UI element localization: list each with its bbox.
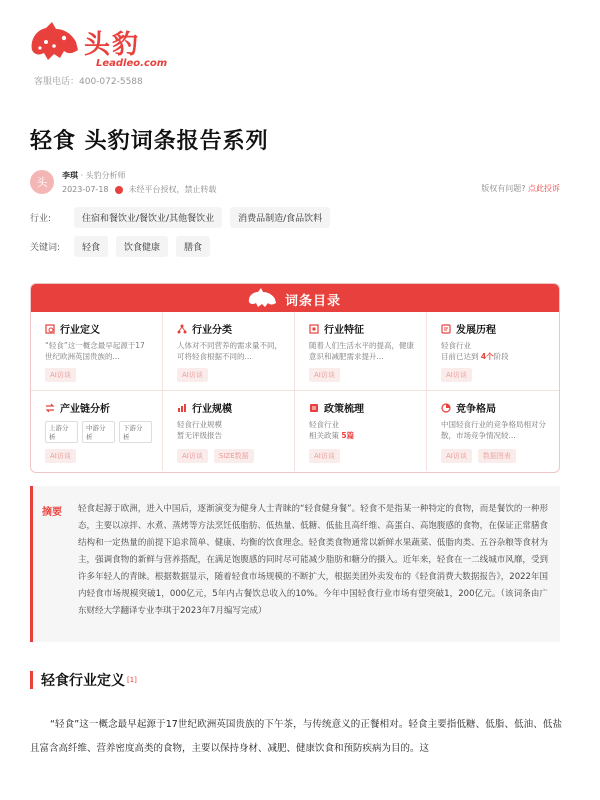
warning-icon [115, 186, 123, 194]
toc-item-definition[interactable] [31, 312, 163, 391]
data-chart-tag[interactable]: 数据图表 [478, 449, 516, 463]
ai-interview-tag[interactable]: AI访谈 [309, 368, 340, 382]
toc-desc-line: 暂无评级报告 [177, 431, 222, 440]
author-source: · 头豹分析师 [80, 171, 126, 180]
page-title: 轻食 头豹词条报告系列 [30, 129, 269, 154]
ai-interview-tag[interactable]: AI访谈 [441, 449, 472, 463]
toc-heading: 行业分类 [192, 325, 232, 336]
classification-icon [177, 324, 187, 334]
report-prefix: 版权有问题? [481, 184, 526, 193]
ai-interview-tag[interactable]: AI访谈 [441, 368, 472, 382]
toc-desc [177, 419, 284, 441]
toc-desc-line: 轻食行业规模 [177, 420, 222, 429]
footnote-ref[interactable]: [1] [127, 676, 137, 684]
toc-heading: 行业规模 [192, 404, 232, 415]
ai-interview-tag[interactable]: AI访谈 [45, 368, 76, 382]
keyword-row [30, 236, 210, 257]
toc-item-features[interactable] [295, 312, 427, 391]
keyword-tag[interactable]: 饮食健康 [116, 236, 168, 257]
author-line [62, 170, 126, 181]
summary-label: 摘要 [42, 507, 62, 518]
ai-interview-tag[interactable]: AI访谈 [309, 449, 340, 463]
toc-desc-line: 轻食行业 [309, 420, 339, 429]
toc-desc: 人体对不同营养的需求量不同，可将轻食根据不同的... [177, 341, 282, 361]
toc-desc [309, 419, 416, 441]
toc-desc-line: 轻食行业 [441, 341, 471, 350]
features-icon [309, 324, 319, 334]
size-data-tag[interactable]: SIZE数据 [214, 449, 254, 463]
toc-item-competition[interactable] [427, 391, 559, 471]
toc-title: 词条目录 [285, 294, 342, 309]
industry-row [30, 207, 330, 228]
keyword-tag[interactable]: 轻食 [74, 236, 108, 257]
upstream-tag[interactable]: 上游分析 [45, 421, 78, 443]
toc-item-chain[interactable] [31, 391, 163, 471]
author-name[interactable]: 李琪 [62, 171, 78, 180]
copyright-notice: 未经平台授权，禁止转载 [128, 185, 217, 194]
toc-desc-line: 相关政策 5篇 [309, 431, 355, 440]
keyword-label: 关键词: [30, 243, 61, 253]
toc-heading: 行业特征 [324, 325, 364, 336]
summary-panel [30, 486, 560, 642]
toc-desc: 中国轻食行业的竞争格局相对分散，市场竞争情况较... [441, 420, 546, 440]
leopard-logo-icon [247, 288, 277, 308]
keyword-tag[interactable]: 膳食 [176, 236, 210, 257]
toc-item-policy[interactable] [295, 391, 427, 471]
downstream-tag[interactable]: 下游分析 [119, 421, 152, 443]
industry-label: 行业: [30, 214, 52, 224]
section-body: “轻食”这一概念最早起源于17世纪欧洲英国贵族的下午茶，与传统意义的正餐相对。轻食主要指低糖、低脂、低油、低盐且富含高纤维、营养密度高类的食物，主要以保持身材、减肥、健康饮食和预防疾病为目的。这 [30, 719, 562, 754]
ai-interview-tag[interactable]: AI访谈 [177, 368, 208, 382]
industry-tag[interactable]: 住宿和餐饮业/餐饮业/其他餐饮业 [74, 207, 222, 228]
ai-interview-tag[interactable]: AI访谈 [45, 449, 76, 463]
avatar [30, 170, 54, 194]
summary-accent-bar [30, 486, 33, 642]
midstream-tag[interactable]: 中游分析 [82, 421, 115, 443]
toc-heading: 产业链分析 [60, 404, 110, 415]
toc-desc [441, 340, 549, 362]
definition-icon [45, 324, 55, 334]
toc-heading: 行业定义 [60, 325, 100, 336]
avatar-text: 头 [36, 176, 48, 189]
summary-text: 轻食起源于欧洲，进入中国后，逐渐演变为健身人士青睐的“轻食健身餐”。轻食不是指某一种特定的食物，而是餐饮的一种形态，主要以凉拌、水煮、蒸烤等方法烹饪低脂肪、低热量、低糖、低盐且高纤维、高蛋白、高饱腹感的食物，在保证正常膳食结构和一定热量的前提下追求简单、健康、均衡的饮食理念。轻食类食物通常以新鲜水果蔬菜、低脂肉类、五谷杂粮等食材为主，强调食物的新鲜与营养搭配，在满足饱腹感的同时尽可能减少脂肪和糖分的摄入。近年来，轻食在一二线城市风靡，受到许多年轻人的青睐。根据数据显示，随着轻食市场规模的不断扩大，根据美团外卖发布的《轻食消费大数据报告》，2022年国内轻食市场规模突破1，000亿元，5年内占餐饮总收入的10%。今年中国轻食行业市场有望突破1，200亿元。（该词条由广东财经大学翻译专业李琪于2023年7月编写完成） [78, 504, 548, 616]
toc-desc: “轻食”这一概念最早起源于17世纪欧洲英国贵族的... [45, 341, 145, 361]
publish-date: 2023-07-18 [62, 185, 109, 194]
section-title: 轻食行业定义 [41, 673, 125, 689]
ai-interview-tag[interactable]: AI访谈 [177, 449, 208, 463]
toc-desc: 随着人们生活水平的提高，健康意识和减肥需求提升... [309, 341, 414, 361]
toc-heading: 政策梳理 [324, 404, 364, 415]
scale-icon [177, 403, 187, 413]
toc-item-history[interactable] [427, 312, 559, 391]
brand [28, 14, 168, 74]
toc-heading: 发展历程 [456, 325, 496, 336]
toc-item-scale[interactable] [163, 391, 295, 471]
history-icon [441, 324, 451, 334]
service-phone: 客服电话：400-072-5588 [34, 77, 143, 87]
table-of-contents [30, 283, 560, 473]
toc-header [31, 284, 559, 312]
meta-line [62, 184, 217, 195]
toc-heading: 竞争格局 [456, 404, 496, 415]
toc-desc-line: 目前已达到 4个阶段 [441, 352, 509, 361]
brand-domain: Leadleo.com [96, 58, 168, 69]
chain-icon [45, 403, 55, 413]
leopard-logo-icon [28, 20, 80, 64]
section-heading [30, 670, 137, 690]
brand-name: 头豹 [84, 30, 141, 60]
section-accent-bar [30, 671, 33, 689]
report-line [481, 183, 560, 194]
competition-icon [441, 403, 451, 413]
industry-tag[interactable]: 消费品制造/食品饮料 [230, 207, 330, 228]
toc-item-classification[interactable] [163, 312, 295, 391]
report-link[interactable]: 点此投诉 [528, 184, 560, 193]
policy-icon [309, 403, 319, 413]
